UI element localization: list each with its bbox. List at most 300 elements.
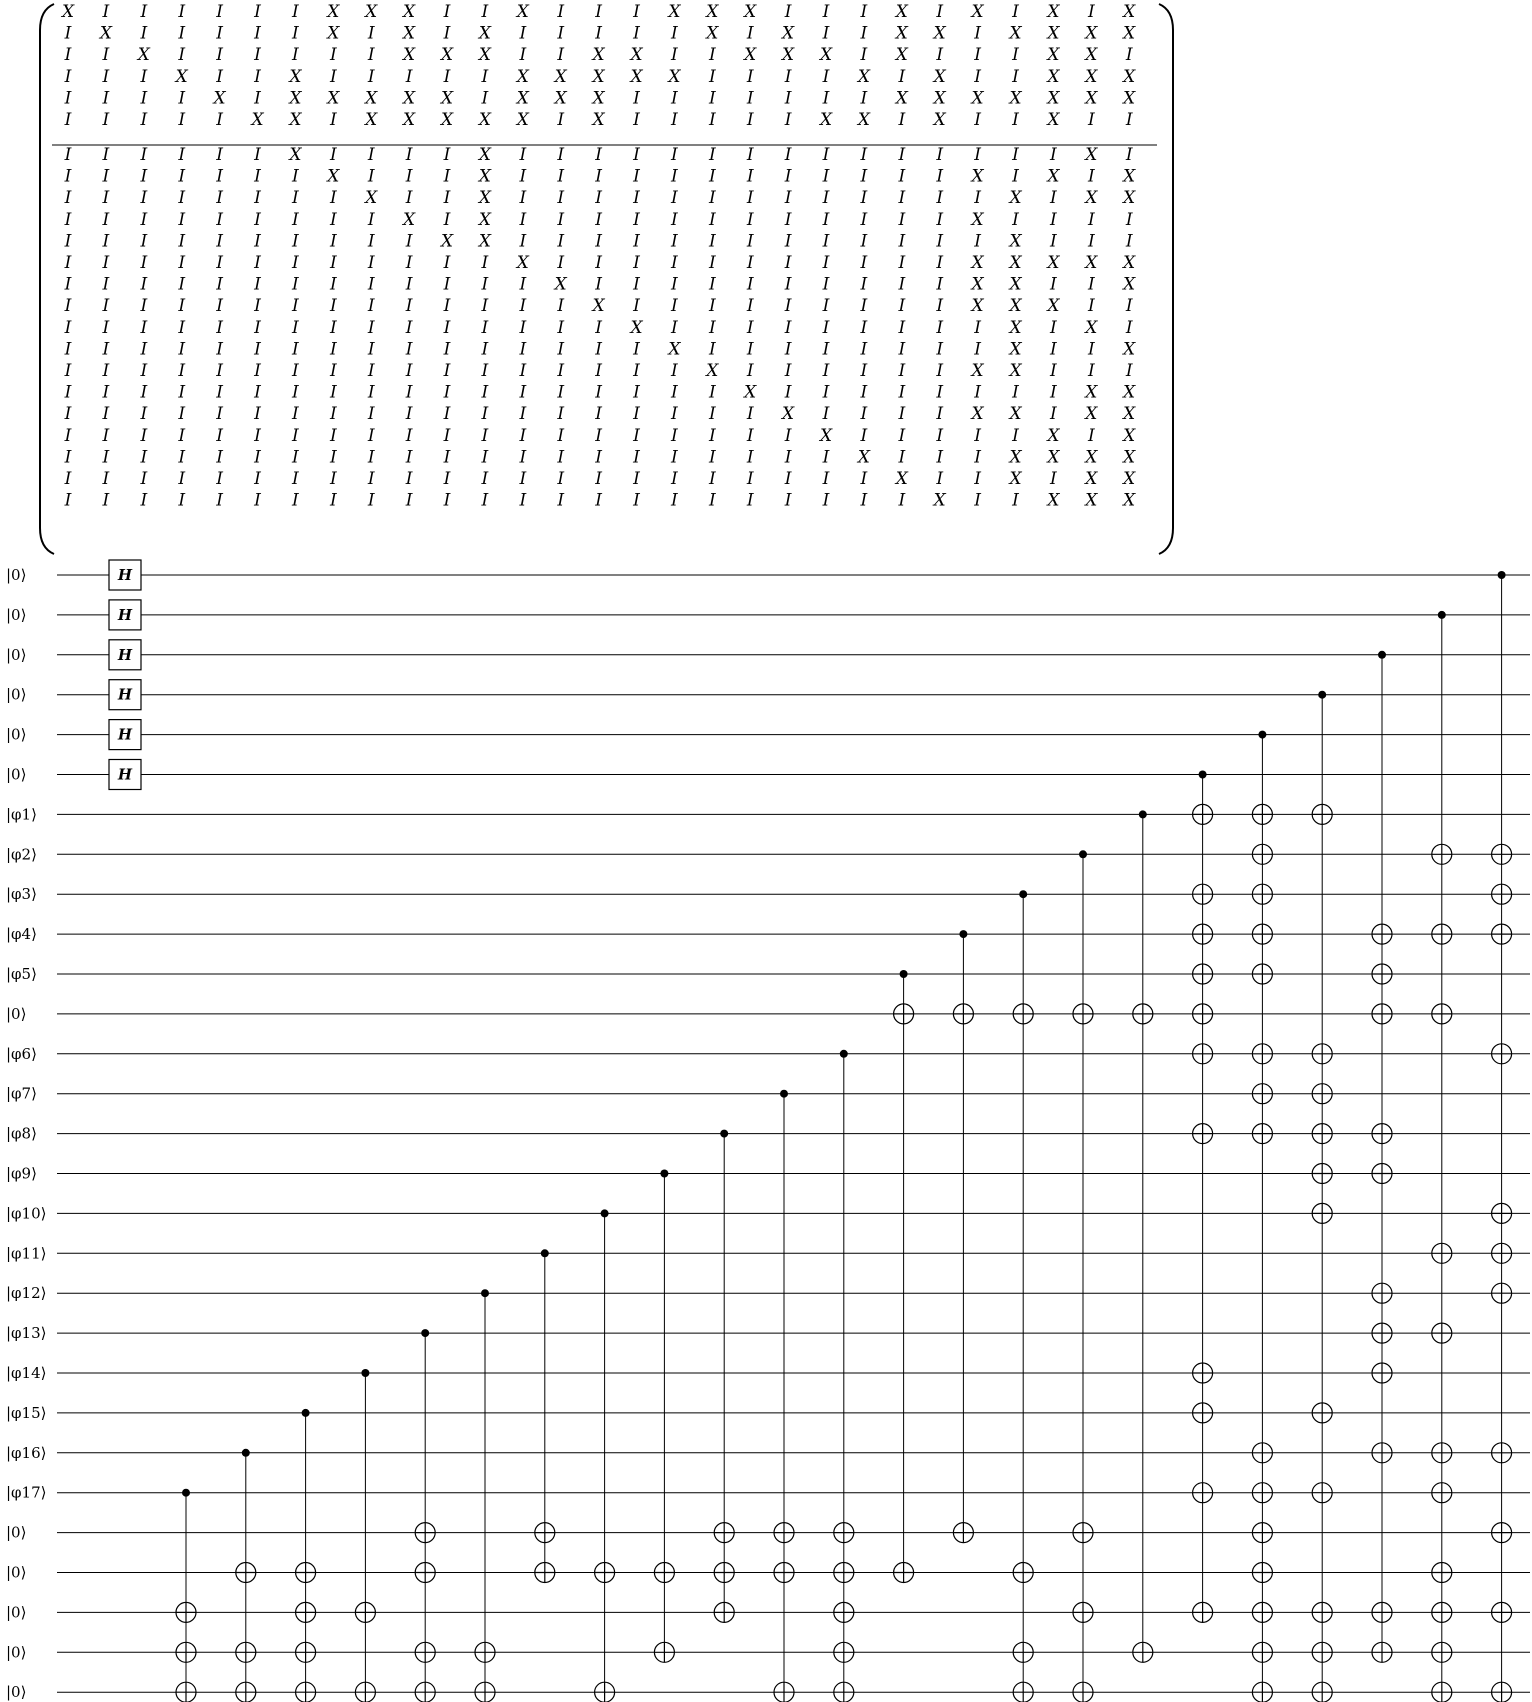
matrix-entry: I [481, 296, 489, 317]
matrix-entry: I [519, 404, 527, 425]
matrix-entry: I [974, 66, 981, 87]
matrix-entry: I [898, 145, 906, 165]
matrix-entry: I [633, 490, 640, 511]
matrix-entry: X [99, 23, 112, 44]
matrix-entry: X [630, 45, 643, 66]
matrix-entry: I [898, 317, 906, 338]
matrix-entry: I [292, 45, 299, 66]
matrix-entry: I [481, 317, 489, 338]
matrix-entry: I [102, 209, 110, 230]
matrix-entry: I [519, 469, 527, 489]
matrix-entry: I [1012, 209, 1019, 230]
matrix-entry: I [708, 490, 716, 511]
matrix-entry: I [898, 404, 906, 425]
matrix-entry: I [102, 253, 110, 273]
matrix-entry: I [860, 296, 868, 317]
matrix-entry: X [403, 110, 416, 130]
matrix-entry: I [405, 469, 413, 489]
matrix-entry: I [708, 404, 716, 425]
matrix-entry: I [708, 88, 716, 109]
matrix-entry: X [478, 110, 491, 130]
matrix-entry: I [1087, 339, 1095, 360]
matrix-entry: I [102, 317, 110, 338]
matrix-entry: I [178, 166, 186, 187]
control-dot [900, 970, 908, 978]
matrix-entry: X [1009, 339, 1022, 360]
matrix-entry: X [1123, 88, 1136, 109]
matrix-entry: I [860, 166, 868, 187]
matrix-entry: I [898, 447, 906, 468]
matrix-entry: I [898, 339, 906, 360]
matrix-entry: I [292, 23, 299, 44]
matrix-entry: X [403, 209, 416, 230]
matrix-entry: X [1047, 45, 1060, 66]
matrix-entry: I [974, 447, 981, 468]
matrix-entry: X [1009, 274, 1022, 295]
matrix-entry: I [557, 382, 565, 403]
wire-label: |φ8⟩ [6, 1124, 37, 1143]
matrix-entry: I [595, 317, 602, 338]
matrix-entry: I [746, 317, 754, 338]
matrix-entry: I [405, 145, 413, 165]
matrix-entry: I [860, 317, 868, 338]
matrix-entry: I [633, 23, 640, 44]
matrix-entry: I [216, 296, 223, 317]
matrix-entry: I [633, 145, 640, 165]
matrix-entry: I [367, 447, 375, 468]
matrix-entry: I [595, 145, 602, 165]
pauli-matrix [40, 2, 1173, 554]
matrix-entry: I [329, 145, 337, 165]
matrix-entry: I [746, 339, 754, 360]
control-dot [1378, 651, 1386, 659]
matrix-entry: I [64, 88, 72, 109]
matrix-entry: I [329, 317, 337, 338]
wire-label: |φ16⟩ [6, 1443, 47, 1462]
matrix-entry: X [971, 296, 984, 317]
matrix-entry: I [216, 253, 223, 273]
matrix-entry: I [671, 45, 678, 66]
matrix-entry: I [708, 45, 716, 66]
matrix-entry: I [860, 469, 868, 489]
matrix-entry: I [898, 361, 906, 381]
matrix-entry: I [595, 188, 602, 209]
matrix-entry: I [898, 382, 906, 403]
matrix-entry: I [557, 209, 565, 230]
matrix-entry: X [630, 66, 643, 87]
matrix-entry: I [519, 447, 527, 468]
matrix-entry: I [292, 209, 299, 230]
matrix-entry: I [367, 166, 375, 187]
matrix-entry: X [327, 23, 340, 44]
matrix-entry: X [478, 166, 491, 187]
wire-label: |0⟩ [6, 685, 27, 704]
wire-label: |φ13⟩ [6, 1324, 47, 1343]
matrix-entry: I [292, 404, 299, 425]
matrix-entry: X [895, 45, 908, 66]
matrix-entry: I [822, 66, 830, 87]
matrix-entry: I [405, 382, 413, 403]
matrix-entry: I [329, 253, 337, 273]
matrix-entry: I [1012, 425, 1019, 446]
matrix-entry: I [443, 296, 451, 317]
matrix-entry: I [708, 425, 716, 446]
matrix-entry: I [443, 145, 451, 165]
matrix-entry: I [64, 382, 72, 403]
matrix-entry: X [630, 317, 643, 338]
matrix-entry: I [822, 209, 830, 230]
matrix-entry: I [898, 66, 906, 87]
matrix-entry: I [140, 317, 148, 338]
matrix-entry: I [1012, 490, 1019, 511]
matrix-entry: I [367, 425, 375, 446]
matrix-entry: I [860, 188, 868, 209]
matrix-entry: I [405, 425, 413, 446]
matrix-entry: I [178, 110, 186, 130]
matrix-entry: I [102, 404, 110, 425]
matrix-entry: I [64, 110, 72, 130]
matrix-entry: X [1123, 2, 1136, 22]
matrix-entry: I [140, 469, 148, 489]
matrix-entry: I [443, 209, 451, 230]
matrix-entry: I [254, 339, 261, 360]
matrix-entry: I [102, 382, 110, 403]
matrix-entry: X [1009, 188, 1022, 209]
matrix-entry: I [64, 296, 72, 317]
matrix-entry: X [744, 2, 757, 22]
matrix-entry: I [557, 490, 565, 511]
matrix-entry: I [822, 23, 830, 44]
matrix-entry: I [443, 339, 451, 360]
matrix-entry: I [974, 490, 981, 511]
matrix-entry: I [64, 145, 72, 165]
matrix-entry: X [327, 166, 340, 187]
matrix-entry: I [595, 447, 602, 468]
matrix-entry: I [974, 425, 981, 446]
matrix-entry: I [140, 296, 148, 317]
matrix-entry: I [784, 66, 792, 87]
matrix-entry: I [292, 382, 299, 403]
matrix-entry: I [178, 209, 186, 230]
matrix-entry: I [595, 231, 602, 252]
matrix-entry: X [478, 145, 491, 165]
matrix-left-paren [40, 4, 54, 554]
matrix-entry: I [1012, 2, 1019, 22]
matrix-entry: I [292, 2, 299, 22]
matrix-entry: I [860, 339, 868, 360]
control-dot [660, 1170, 668, 1178]
matrix-entry: I [708, 253, 716, 273]
matrix-entry: I [178, 404, 186, 425]
matrix-entry: I [671, 317, 678, 338]
matrix-entry: I [102, 447, 110, 468]
matrix-entry: I [216, 110, 223, 130]
matrix-entry: I [898, 490, 906, 511]
matrix-entry: I [178, 317, 186, 338]
matrix-entry: I [1012, 66, 1019, 87]
matrix-entry: I [367, 66, 375, 87]
matrix-entry: I [140, 23, 148, 44]
matrix-entry: I [595, 469, 602, 489]
matrix-entry: I [329, 469, 337, 489]
matrix-entry: I [519, 425, 527, 446]
matrix-entry: I [898, 296, 906, 317]
matrix-entry: I [1087, 166, 1095, 187]
matrix-entry: I [292, 188, 299, 209]
matrix-entry: I [671, 382, 678, 403]
matrix-entry: I [671, 296, 678, 317]
matrix-entry: I [329, 404, 337, 425]
matrix-entry: I [784, 253, 792, 273]
matrix-entry: I [367, 45, 375, 66]
matrix-entry: X [440, 88, 454, 109]
matrix-entry: I [405, 404, 413, 425]
matrix-entry: I [140, 145, 148, 165]
matrix-entry: I [1012, 382, 1019, 403]
matrix-entry: I [746, 231, 754, 252]
control-dot [720, 1130, 728, 1138]
matrix-entry: I [329, 110, 337, 130]
matrix-entry: I [746, 296, 754, 317]
matrix-entry: I [254, 317, 261, 338]
matrix-entry: I [784, 490, 792, 511]
matrix-entry: I [784, 88, 792, 109]
matrix-entry: X [1123, 382, 1136, 403]
matrix-entry: X [365, 188, 378, 209]
matrix-entry: I [1125, 110, 1133, 130]
matrix-entry: I [557, 447, 565, 468]
matrix-entry: I [140, 188, 148, 209]
wire-label: |φ5⟩ [6, 965, 37, 983]
matrix-entry: I [519, 45, 527, 66]
matrix-entry: X [1085, 447, 1098, 468]
matrix-entry: X [1009, 469, 1022, 489]
matrix-entry: I [102, 145, 110, 165]
matrix-entry: I [898, 110, 906, 130]
matrix-entry: I [64, 231, 72, 252]
matrix-entry: X [895, 2, 908, 22]
control-dot [1498, 571, 1506, 579]
matrix-entry: I [671, 188, 678, 209]
matrix-entry: I [936, 296, 944, 317]
matrix-entry: I [102, 490, 110, 511]
matrix-entry: I [519, 188, 527, 209]
matrix-entry: I [254, 45, 261, 66]
matrix-entry: I [178, 2, 186, 22]
matrix-entry: I [1125, 296, 1133, 317]
matrix-entry: I [367, 231, 375, 252]
matrix-entry: I [481, 469, 489, 489]
matrix-entry: I [633, 404, 640, 425]
wire-label: |φ15⟩ [6, 1403, 47, 1422]
matrix-entry: I [898, 253, 906, 273]
matrix-entry: I [216, 339, 223, 360]
matrix-entry: I [254, 382, 261, 403]
matrix-entry: X [403, 23, 416, 44]
control-dot [361, 1369, 369, 1377]
matrix-entry: I [443, 23, 451, 44]
matrix-entry: I [898, 425, 906, 446]
matrix-entry: X [554, 88, 567, 109]
matrix-entry: I [633, 2, 640, 22]
matrix-entry: I [746, 110, 754, 130]
matrix-entry: I [784, 447, 792, 468]
matrix-entry: X [1009, 253, 1022, 273]
matrix-entry: I [557, 404, 565, 425]
matrix-entry: I [746, 209, 754, 230]
matrix-entry: X [1085, 45, 1098, 66]
matrix-entry: I [633, 339, 640, 360]
matrix-entry: I [254, 274, 261, 295]
matrix-entry: I [557, 469, 565, 489]
wire-label: |0⟩ [6, 566, 27, 584]
matrix-entry: I [216, 447, 223, 468]
matrix-entry: I [102, 2, 110, 22]
matrix-entry: I [292, 253, 299, 273]
matrix-entry: X [857, 447, 870, 468]
matrix-entry: I [860, 145, 868, 165]
wire-label: |0⟩ [6, 1523, 27, 1542]
matrix-entry: X [1123, 469, 1136, 489]
matrix-entry: X [478, 45, 491, 66]
matrix-entry: X [478, 23, 491, 44]
matrix-entry: I [557, 317, 565, 338]
matrix-entry: I [64, 404, 72, 425]
matrix-entry: I [140, 2, 148, 22]
matrix-entry: I [633, 166, 640, 187]
matrix-entry: I [557, 2, 565, 22]
matrix-entry: I [102, 296, 110, 317]
matrix-entry: X [1123, 447, 1136, 468]
matrix-entry: I [1087, 274, 1095, 295]
matrix-entry: I [178, 23, 186, 44]
matrix-entry: X [516, 110, 529, 130]
matrix-entry: I [746, 145, 754, 165]
matrix-entry: I [102, 274, 110, 295]
matrix-entry: I [746, 23, 754, 44]
matrix-entry: I [557, 45, 565, 66]
wire-label: |0⟩ [6, 1004, 27, 1023]
matrix-entry: I [974, 188, 981, 209]
matrix-entry: I [481, 490, 489, 511]
matrix-entry: X [440, 45, 454, 66]
matrix-entry: I [216, 317, 223, 338]
matrix-entry: I [443, 404, 451, 425]
matrix-entry: X [1123, 339, 1136, 360]
matrix-entry: I [216, 490, 223, 511]
matrix-entry: I [595, 361, 602, 381]
matrix-entry: X [933, 88, 946, 109]
matrix-entry: I [784, 361, 792, 381]
matrix-entry: I [974, 317, 981, 338]
matrix-entry: X [327, 88, 340, 109]
matrix-entry: X [668, 66, 681, 87]
matrix-entry: I [974, 382, 981, 403]
matrix-entry: X [61, 2, 75, 22]
matrix-entry: I [708, 447, 716, 468]
matrix-entry: I [1087, 209, 1095, 230]
matrix-entry: I [974, 110, 981, 130]
matrix-entry: I [140, 253, 148, 273]
matrix-entry: I [443, 490, 451, 511]
matrix-entry: I [102, 66, 110, 87]
matrix-entry: I [64, 209, 72, 230]
matrix-entry: I [633, 469, 640, 489]
matrix-entry: X [1123, 404, 1136, 425]
matrix-entry: I [140, 339, 148, 360]
matrix-entry: I [292, 339, 299, 360]
matrix-entry: I [178, 274, 186, 295]
matrix-entry: X [403, 88, 416, 109]
matrix-entry: I [557, 425, 565, 446]
matrix-entry: I [746, 361, 754, 381]
control-dot [302, 1409, 310, 1417]
matrix-entry: I [898, 166, 906, 187]
matrix-entry: I [1125, 361, 1133, 381]
matrix-entry: I [974, 45, 981, 66]
matrix-entry: I [292, 317, 299, 338]
matrix-entry: X [819, 110, 833, 130]
matrix-entry: I [443, 425, 451, 446]
matrix-entry: I [481, 404, 489, 425]
matrix-entry: X [251, 110, 264, 130]
matrix-entry: I [405, 296, 413, 317]
matrix-entry: I [1087, 231, 1095, 252]
wire-label: |φ6⟩ [6, 1044, 37, 1063]
matrix-entry: I [481, 66, 489, 87]
matrix-entry: I [443, 2, 451, 22]
matrix-entry: I [595, 274, 602, 295]
matrix-entry: X [516, 2, 529, 22]
matrix-entry: I [216, 2, 223, 22]
matrix-entry: I [822, 253, 830, 273]
matrix-entry: I [216, 404, 223, 425]
control-dot [1318, 691, 1326, 699]
matrix-entry: I [367, 469, 375, 489]
matrix-entry: X [933, 23, 946, 44]
matrix-entry: I [216, 469, 223, 489]
matrix-entry: I [102, 469, 110, 489]
matrix-entry: I [1050, 382, 1057, 403]
wire-label: |0⟩ [6, 605, 27, 624]
matrix-entry: I [102, 45, 110, 66]
matrix-entry: I [746, 404, 754, 425]
matrix-entry: I [329, 274, 337, 295]
matrix-entry: I [254, 145, 261, 165]
matrix-entry: X [744, 45, 757, 66]
matrix-entry: I [405, 317, 413, 338]
matrix-entry: I [633, 382, 640, 403]
matrix-entry: I [329, 66, 337, 87]
matrix-entry: I [671, 447, 678, 468]
matrix-entry: X [1047, 66, 1060, 87]
matrix-entry: I [405, 66, 413, 87]
matrix-entry: I [633, 296, 640, 317]
matrix-entry: I [746, 88, 754, 109]
matrix-entry: I [1012, 45, 1019, 66]
wire-label: |φ1⟩ [6, 805, 37, 824]
matrix-entry: I [936, 361, 944, 381]
matrix-entry: I [822, 231, 830, 252]
control-dot [541, 1249, 549, 1257]
matrix-entry: X [782, 23, 795, 44]
matrix-entry: I [64, 253, 72, 273]
matrix-entry: I [708, 317, 716, 338]
matrix-entry: I [254, 490, 261, 511]
matrix-entry: X [1085, 66, 1098, 87]
control-dot [780, 1090, 788, 1098]
matrix-entry: I [178, 339, 186, 360]
